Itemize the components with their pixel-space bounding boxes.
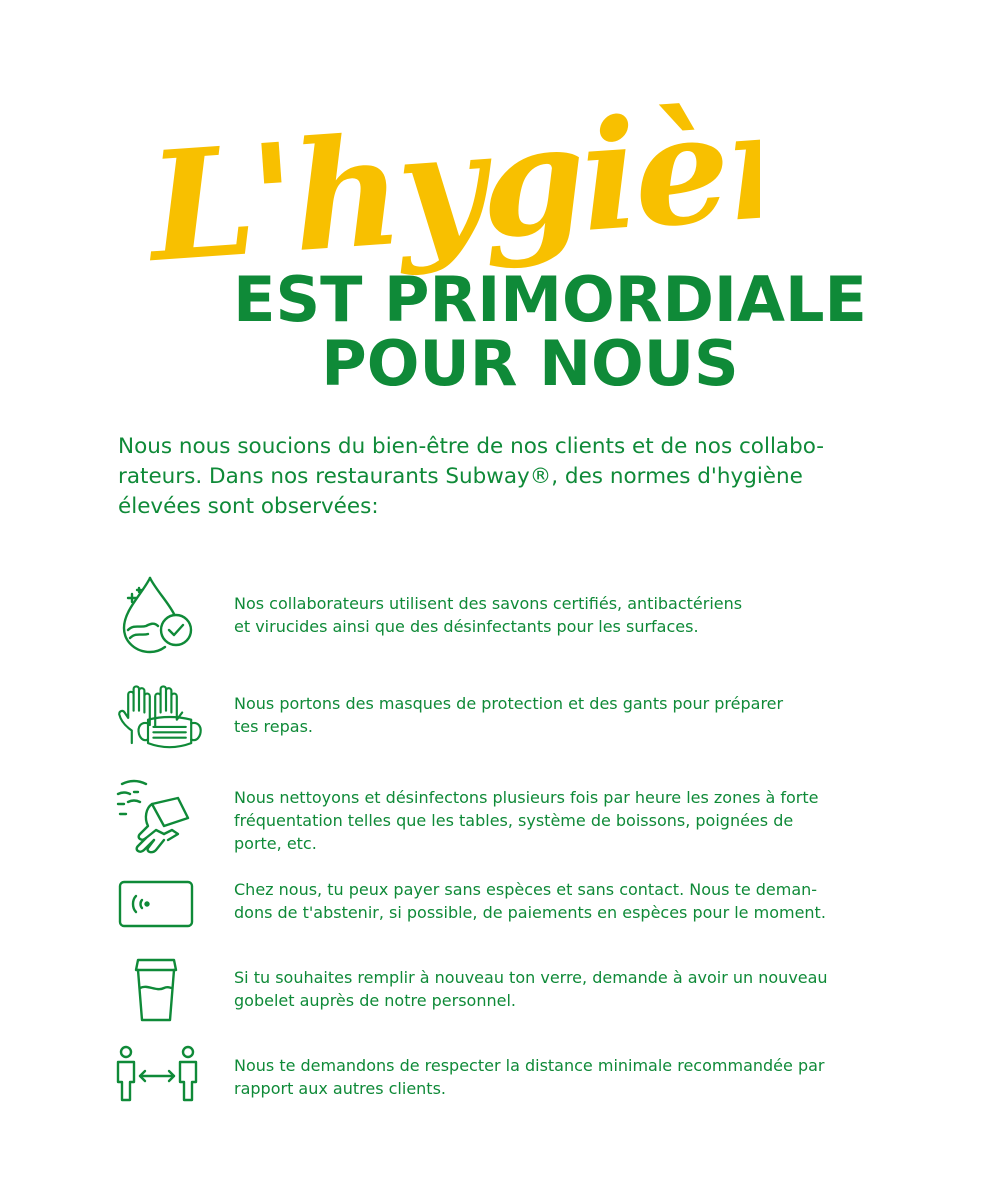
headline-script-svg <box>140 80 760 280</box>
hygiene-item-contactless <box>112 868 892 958</box>
headline-script-text: L'hygiène <box>143 80 760 280</box>
hygiene-item-masks-gloves <box>112 672 892 762</box>
item-text <box>234 966 874 1012</box>
item-line: rapport aux autres clients. <box>234 1079 446 1098</box>
item-line: et virucides ainsi que des désinfectants pour les surfaces. <box>234 617 699 636</box>
cup-icon <box>112 956 202 1046</box>
item-line: Si tu souhaites remplir à nouveau ton verre, demande à avoir un nouveau <box>234 968 828 987</box>
item-line: Nous te demandons de respecter la distance minimale recommandée par <box>234 1056 825 1075</box>
item-line: fréquentation telles que les tables, système de boissons, poignées de <box>234 811 794 830</box>
item-text <box>234 786 874 855</box>
headline-script <box>140 80 760 280</box>
hygiene-item-soap <box>112 572 892 662</box>
contactless-card-icon <box>112 868 202 958</box>
item-line: Nous nettoyons et désinfectons plusieurs fois par heure les zones à forte <box>234 788 819 807</box>
cleaning-spray-hand-icon <box>112 774 202 864</box>
item-text <box>234 878 874 924</box>
intro-line3: élevées sont observées: <box>118 494 379 519</box>
item-line: Nos collaborateurs utilisent des savons certifiés, antibactériens <box>234 594 743 613</box>
hygiene-item-cup <box>112 956 892 1046</box>
hygiene-item-distance <box>112 1044 892 1134</box>
item-text <box>234 692 874 738</box>
item-line: Nous portons des masques de protection et des gants pour préparer <box>234 694 784 713</box>
item-line: tes repas. <box>234 717 313 736</box>
headline-line1: EST PRIMORDIALE <box>233 263 867 336</box>
item-line: porte, etc. <box>234 834 317 853</box>
item-text <box>234 592 874 638</box>
headline-main <box>150 263 950 400</box>
soap-drop-check-icon <box>112 572 202 662</box>
headline-line2: POUR NOUS <box>321 327 739 400</box>
intro-line1: Nous nous soucions du bien-être de nos clients et de nos collabo- <box>118 434 825 459</box>
intro-line2: rateurs. Dans nos restaurants Subway®, des normes d'hygiène <box>118 464 803 489</box>
item-text <box>234 1054 874 1100</box>
item-line: dons de t'abstenir, si possible, de paiements en espèces pour le moment. <box>234 903 826 922</box>
intro-paragraph <box>118 432 888 522</box>
item-line: gobelet auprès de notre personnel. <box>234 991 516 1010</box>
distance-people-icon <box>112 1044 202 1134</box>
item-line: Chez nous, tu peux payer sans espèces et sans contact. Nous te deman- <box>234 880 818 899</box>
hygiene-item-cleaning <box>112 774 892 864</box>
gloves-mask-icon <box>112 672 202 762</box>
